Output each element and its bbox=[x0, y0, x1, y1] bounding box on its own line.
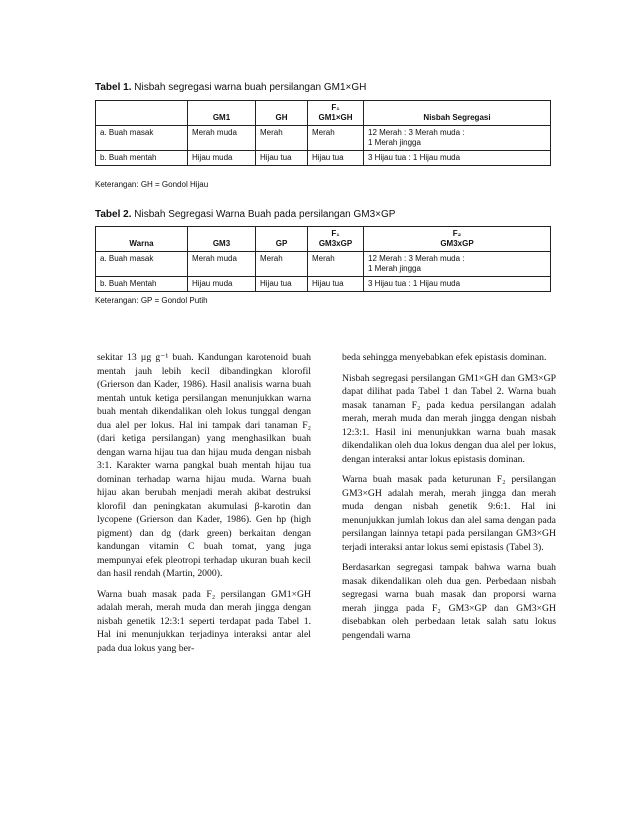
table2-label: Tabel 2. bbox=[95, 209, 132, 220]
table-cell: Hijau muda bbox=[188, 151, 256, 166]
table-cell: Hijau tua bbox=[256, 151, 308, 166]
table-header-cell: Nisbah Segregasi bbox=[364, 101, 551, 126]
table-header-row bbox=[96, 101, 551, 126]
table-cell: 12 Merah : 3 Merah muda : 1 Merah jingga bbox=[364, 126, 551, 151]
table2-note: Keterangan: GP = Gondol Putih bbox=[95, 296, 208, 305]
body-paragraph: Warna buah masak pada F₂ persilangan GM1×GH adalah merah, merah muda dan merah jingga dengan nisbah genetik 12:3:1 seperti terdapat pada Tabel 1. Hal ini menunjukkan terjadinya interaksi antar alel pada dua lokus yang ber- bbox=[97, 588, 311, 654]
table1 bbox=[95, 100, 551, 166]
table-cell: Merah bbox=[308, 252, 364, 277]
table-cell: b. Buah mentah bbox=[96, 151, 188, 166]
table-cell: b. Buah Mentah bbox=[96, 277, 188, 292]
table-cell: Merah bbox=[256, 252, 308, 277]
table1-caption bbox=[95, 82, 366, 93]
table-row bbox=[96, 151, 551, 166]
table-row bbox=[96, 277, 551, 292]
table2-caption bbox=[95, 209, 395, 220]
table-header-cell: Warna bbox=[96, 227, 188, 252]
table-header-cell bbox=[96, 101, 188, 126]
body-column-right bbox=[342, 351, 556, 649]
table2 bbox=[95, 226, 551, 292]
table-header-cell: GH bbox=[256, 101, 308, 126]
table-header-cell: F₁ GM1×GH bbox=[308, 101, 364, 126]
table-header-cell: GM1 bbox=[188, 101, 256, 126]
table-cell: 3 Hijau tua : 1 Hijau muda bbox=[364, 151, 551, 166]
table-cell: a. Buah masak bbox=[96, 126, 188, 151]
table-header-cell: F₁ GM3xGP bbox=[308, 227, 364, 252]
body-paragraph: sekitar 13 µg g⁻¹ buah. Kandungan karotenoid buah mentah jauh lebih kecil dibandingkan klorofil (Grierson dan Kader, 1986). Hasil analisis warna buah mentah untuk ketiga persilangan menunjukkan warna buah mentah dikendalikan oleh lokus tunggal dengan dua alel per lokus. Hal ini tampak dari tanaman F₂ (dari ketiga persilangan) yang menghasilkan buah dengan warna hijau tua dan hijau muda dengan nisbah 3:1. Karakter warna pangkal buah mentah hijau tua dominan terhadap warna hijau muda. Warna buah hijau akan berubah menjadi merah akibat destruksi klorofil dan peningkatan akumulasi β-karotin dan lycopene (Grierson dan Kader, 1986). Gen hp (high pigment) dan dg (dark green) berkaitan dengan kandungan vitamin C buah tomat, yang juga mempunyai efek pleotropi terhadap ukuran buah kecil dan hasil rendah (Martin, 2000). bbox=[97, 352, 311, 579]
table1-label: Tabel 1. bbox=[95, 82, 132, 93]
table-cell: a. Buah masak bbox=[96, 252, 188, 277]
table-cell: Merah bbox=[256, 126, 308, 151]
table-cell: Hijau tua bbox=[256, 277, 308, 292]
table-row bbox=[96, 252, 551, 277]
body-paragraph: Warna buah masak pada keturunan F₂ persilangan GM3×GH adalah merah, merah jingga dan merah muda dengan nisbah genetik 9:6:1. Hal ini menunjukkan jumlah lokus dan alel sama dengan pada persilangan lainnya tetapi pada persilangan GM3×GH terjadi interaksi antar lokus semi epistasis (Tabel 3). bbox=[342, 474, 556, 553]
table-cell: 3 Hijau tua : 1 Hijau muda bbox=[364, 277, 551, 292]
table-cell: Merah muda bbox=[188, 126, 256, 151]
table-cell: Hijau tua bbox=[308, 277, 364, 292]
table-row bbox=[96, 126, 551, 151]
table-cell: Merah muda bbox=[188, 252, 256, 277]
table-cell: 12 Merah : 3 Merah muda : 1 Merah jingga bbox=[364, 252, 551, 277]
table2-title: Nisbah Segregasi Warna Buah pada persilangan GM3×GP bbox=[134, 209, 396, 220]
table1-note: Keterangan: GH = Gondol Hijau bbox=[95, 180, 209, 189]
table-header-cell: GM3 bbox=[188, 227, 256, 252]
table-header-row bbox=[96, 227, 551, 252]
table1-title: Nisbah segregasi warna buah persilangan GM1×GH bbox=[134, 82, 367, 93]
table-header-cell: F₂ GM3xGP bbox=[364, 227, 551, 252]
table-cell: Hijau tua bbox=[308, 151, 364, 166]
table-cell: Hijau muda bbox=[188, 277, 256, 292]
body-paragraph: Berdasarkan segregasi tampak bahwa warna buah masak dikendalikan oleh dua gen. Perbedaan nisbah segregasi warna buah masak dan proporsi warna merah jingga pada F₂ GM3×GP dan GM3×GH disebabkan oleh perbedaan letak salah satu lokus pengendali warna bbox=[342, 562, 556, 641]
table-header-cell: GP bbox=[256, 227, 308, 252]
table-cell: Merah bbox=[308, 126, 364, 151]
body-paragraph: Nisbah segregasi persilangan GM1×GH dan GM3×GP dapat dilihat pada Tabel 1 dan Tabel 2. Warna buah masak tanaman F₂ pada kedua persilangan adalah merah, merah muda dan merah jingga dengan nisbah 12:3:1. Hasil ini menunjukkan warna buah masak dikendalikan oleh dua lokus dengan dua alel per lokus, dengan interaksi antar lokus epistasis dominan. bbox=[342, 372, 556, 465]
body-paragraph: beda sehingga menyebabkan efek epistasis dominan. bbox=[342, 352, 547, 363]
body-column-left bbox=[97, 351, 311, 662]
